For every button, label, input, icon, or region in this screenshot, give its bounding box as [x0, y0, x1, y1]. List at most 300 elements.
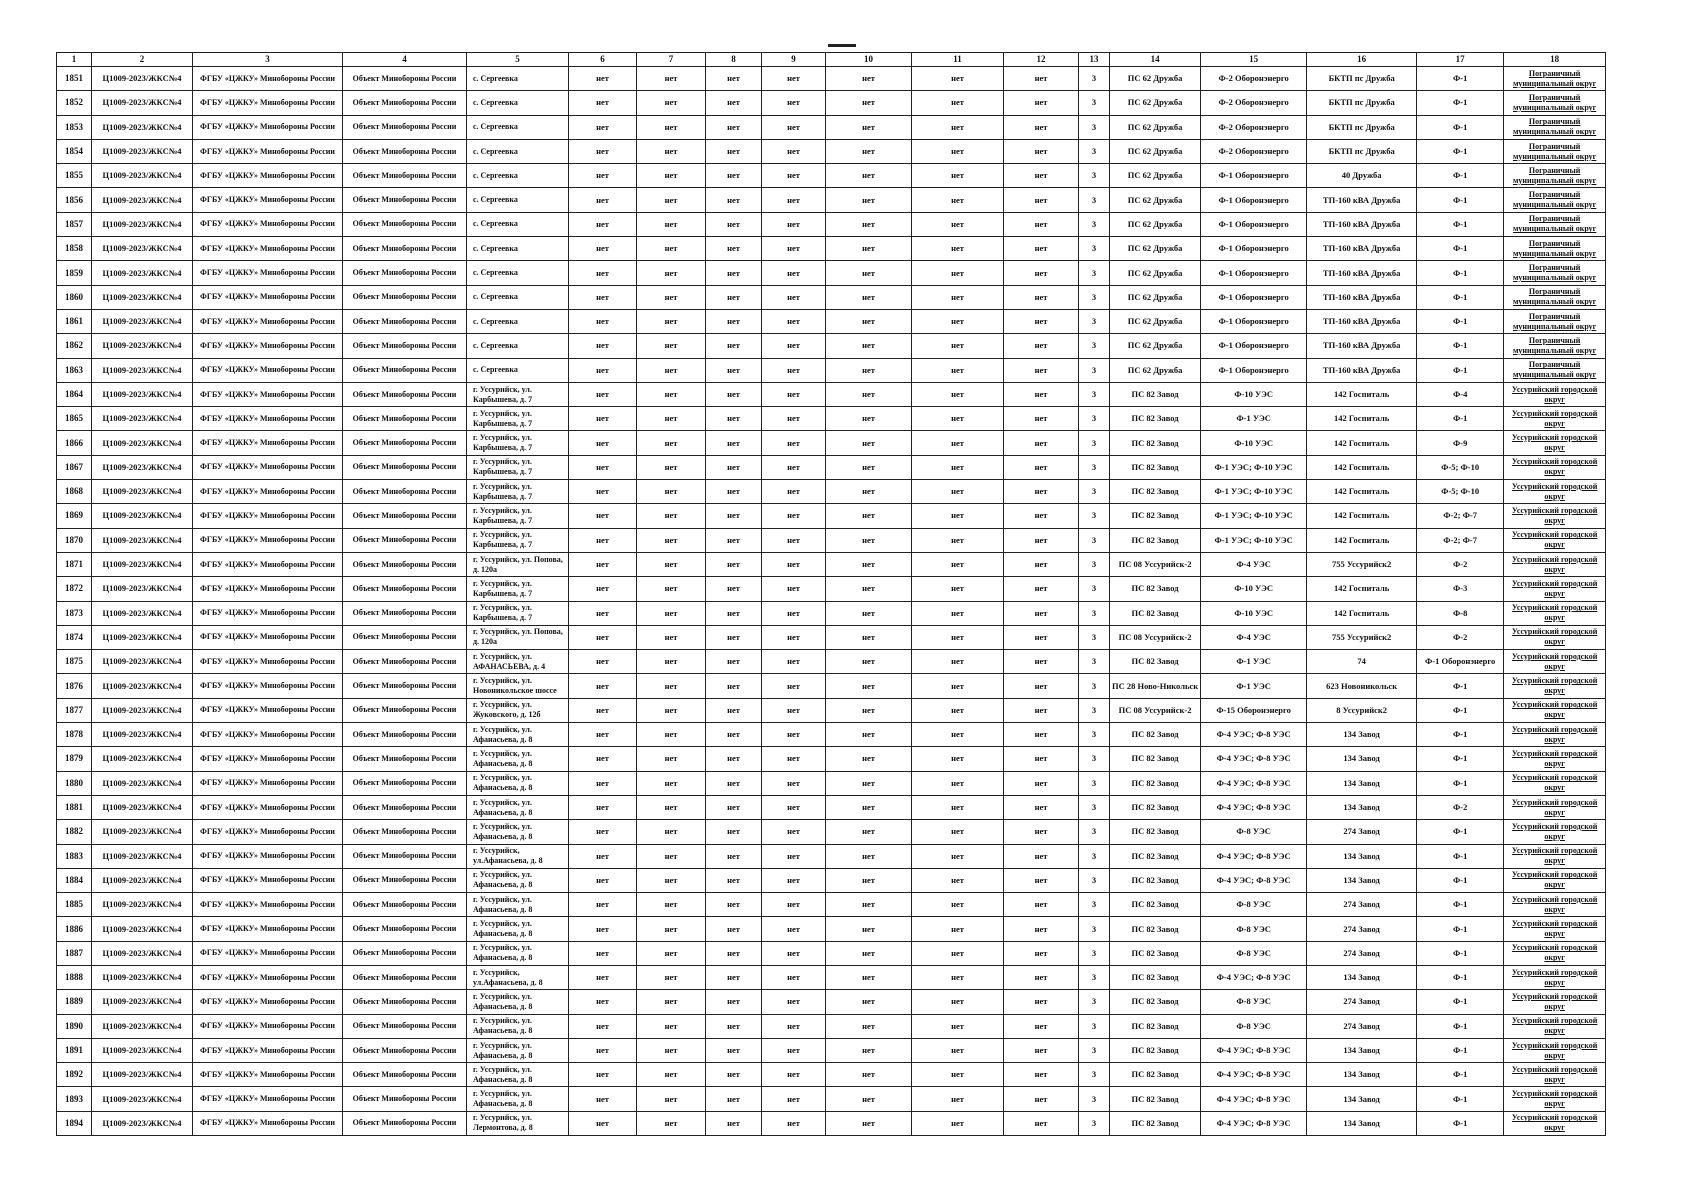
col-12-cell: нет — [1004, 431, 1079, 455]
col-6-cell: нет — [569, 698, 637, 722]
col-11-cell: нет — [912, 844, 1004, 868]
table-row — [57, 917, 1606, 941]
col-8-cell: нет — [706, 771, 762, 795]
location-cell: г. Уссурийск, ул. Карбышева, д. 7 — [467, 407, 569, 431]
substation-cell: ПС 82 Завод — [1110, 795, 1201, 819]
transformer-point-cell: ТП-160 кВА Дружба — [1307, 188, 1417, 212]
municipality-cell — [1504, 334, 1606, 358]
col-11-cell: нет — [912, 67, 1004, 91]
organization-cell: ФГБУ «ЦЖКУ» Минобороны России — [193, 917, 343, 941]
col-10-cell: нет — [826, 965, 912, 989]
table-row — [57, 723, 1606, 747]
table-row — [57, 164, 1606, 188]
object-type-cell: Объект Минобороны России — [343, 91, 467, 115]
col-6-cell: нет — [569, 941, 637, 965]
organization-cell: ФГБУ «ЦЖКУ» Минобороны России — [193, 431, 343, 455]
transformer-point-cell: 755 Уссурийск2 — [1307, 625, 1417, 649]
organization-cell: ФГБУ «ЦЖКУ» Минобороны России — [193, 237, 343, 261]
row-number-cell: 1888 — [57, 965, 92, 989]
object-type-cell: Объект Минобороны России — [343, 747, 467, 771]
municipality-text: Пограничный муниципальный округ — [1512, 287, 1597, 307]
organization-cell: ФГБУ «ЦЖКУ» Минобороны России — [193, 1111, 343, 1135]
municipality-text: Уссурийский городской округ — [1511, 651, 1598, 671]
col-10-cell: нет — [826, 115, 912, 139]
col-6-cell: нет — [569, 723, 637, 747]
row-number-cell: 1878 — [57, 723, 92, 747]
contract-number-cell: Ц1009-2023/ЖКС№4 — [92, 698, 193, 722]
object-type-cell: Объект Минобороны России — [343, 844, 467, 868]
contract-number-cell: Ц1009-2023/ЖКС№4 — [92, 1111, 193, 1135]
col-12-cell: нет — [1004, 990, 1079, 1014]
col-12-cell: нет — [1004, 674, 1079, 698]
substation-cell: ПС 62 Дружба — [1110, 237, 1201, 261]
col-12-cell: нет — [1004, 1087, 1079, 1111]
col-9-cell: нет — [762, 358, 826, 382]
location-cell: г. Уссурийск, ул. Афанасьева, д. 8 — [467, 795, 569, 819]
category-cell: 3 — [1079, 455, 1110, 479]
transformer-point-cell: БКТП пс Дружба — [1307, 67, 1417, 91]
row-number-cell: 1876 — [57, 674, 92, 698]
col-11-cell: нет — [912, 868, 1004, 892]
col-11-cell: нет — [912, 91, 1004, 115]
col-8-cell: нет — [706, 504, 762, 528]
col-6-cell: нет — [569, 212, 637, 236]
object-type-cell: Объект Минобороны России — [343, 723, 467, 747]
table-row — [57, 601, 1606, 625]
municipality-cell — [1504, 1014, 1606, 1038]
col-12-cell: нет — [1004, 407, 1079, 431]
transformer-point-cell: ТП-160 кВА Дружба — [1307, 309, 1417, 333]
contract-number-cell: Ц1009-2023/ЖКС№4 — [92, 577, 193, 601]
location-cell: г. Уссурийск, ул. Карбышева, д. 7 — [467, 577, 569, 601]
municipality-text: Уссурийский городской округ — [1511, 919, 1598, 939]
municipality-cell — [1504, 1038, 1606, 1062]
table-row — [57, 650, 1606, 674]
object-type-cell: Объект Минобороны России — [343, 795, 467, 819]
col-8-cell: нет — [706, 1063, 762, 1087]
col-9-cell: нет — [762, 698, 826, 722]
object-type-cell: Объект Минобороны России — [343, 577, 467, 601]
location-cell: с. Сергеевка — [467, 237, 569, 261]
line-feeder-cell: Ф-1 — [1417, 674, 1504, 698]
col-12-cell: нет — [1004, 893, 1079, 917]
organization-cell: ФГБУ «ЦЖКУ» Минобороны России — [193, 285, 343, 309]
column-header: 12 — [1004, 53, 1079, 67]
substation-cell: ПС 62 Дружба — [1110, 334, 1201, 358]
col-11-cell: нет — [912, 237, 1004, 261]
col-12-cell: нет — [1004, 261, 1079, 285]
substation-cell: ПС 62 Дружба — [1110, 309, 1201, 333]
col-6-cell: нет — [569, 820, 637, 844]
row-number-cell: 1858 — [57, 237, 92, 261]
col-11-cell: нет — [912, 820, 1004, 844]
col-10-cell: нет — [826, 990, 912, 1014]
transformer-point-cell: 134 Завод — [1307, 1087, 1417, 1111]
row-number-cell: 1866 — [57, 431, 92, 455]
object-type-cell: Объект Минобороны России — [343, 893, 467, 917]
col-10-cell: нет — [826, 1014, 912, 1038]
feeder-cell: Ф-4 УЭС; Ф-8 УЭС — [1201, 795, 1307, 819]
col-6-cell: нет — [569, 91, 637, 115]
transformer-point-cell: 274 Завод — [1307, 820, 1417, 844]
col-9-cell: нет — [762, 212, 826, 236]
municipality-text: Уссурийский городской округ — [1511, 748, 1598, 768]
table-row — [57, 552, 1606, 576]
table-row — [57, 674, 1606, 698]
col-9-cell: нет — [762, 625, 826, 649]
col-7-cell: нет — [637, 723, 706, 747]
col-10-cell: нет — [826, 261, 912, 285]
col-8-cell: нет — [706, 237, 762, 261]
col-12-cell: нет — [1004, 237, 1079, 261]
col-9-cell: нет — [762, 552, 826, 576]
contract-number-cell: Ц1009-2023/ЖКС№4 — [92, 1087, 193, 1111]
municipality-cell — [1504, 747, 1606, 771]
col-9-cell: нет — [762, 674, 826, 698]
location-cell: г. Уссурийск, ул. Карбышева, д. 7 — [467, 382, 569, 406]
col-12-cell: нет — [1004, 1038, 1079, 1062]
category-cell: 3 — [1079, 1111, 1110, 1135]
category-cell: 3 — [1079, 795, 1110, 819]
transformer-point-cell: 134 Завод — [1307, 965, 1417, 989]
feeder-cell: Ф-2 Оборонэнерго — [1201, 91, 1307, 115]
col-7-cell: нет — [637, 1014, 706, 1038]
substation-cell: ПС 82 Завод — [1110, 431, 1201, 455]
col-12-cell: нет — [1004, 601, 1079, 625]
col-6-cell: нет — [569, 625, 637, 649]
substation-cell: ПС 62 Дружба — [1110, 358, 1201, 382]
col-6-cell: нет — [569, 893, 637, 917]
municipality-cell — [1504, 115, 1606, 139]
row-number-cell: 1872 — [57, 577, 92, 601]
category-cell: 3 — [1079, 407, 1110, 431]
line-feeder-cell: Ф-1 — [1417, 1063, 1504, 1087]
col-9-cell: нет — [762, 528, 826, 552]
col-9-cell: нет — [762, 455, 826, 479]
municipality-text: Уссурийский городской округ — [1511, 603, 1598, 623]
col-12-cell: нет — [1004, 480, 1079, 504]
substation-cell: ПС 62 Дружба — [1110, 67, 1201, 91]
substation-cell: ПС 08 Уссурийск-2 — [1110, 625, 1201, 649]
col-12-cell: нет — [1004, 917, 1079, 941]
substation-cell: ПС 62 Дружба — [1110, 115, 1201, 139]
category-cell: 3 — [1079, 965, 1110, 989]
feeder-cell: Ф-1 Оборонэнерго — [1201, 164, 1307, 188]
object-type-cell: Объект Минобороны России — [343, 139, 467, 163]
municipality-text: Уссурийский городской округ — [1511, 1089, 1598, 1109]
object-type-cell: Объект Минобороны России — [343, 965, 467, 989]
col-8-cell: нет — [706, 1111, 762, 1135]
column-header: 9 — [762, 53, 826, 67]
object-type-cell: Объект Минобороны России — [343, 455, 467, 479]
row-number-cell: 1892 — [57, 1063, 92, 1087]
col-12-cell: нет — [1004, 868, 1079, 892]
row-number-cell: 1870 — [57, 528, 92, 552]
column-header: 6 — [569, 53, 637, 67]
col-11-cell: нет — [912, 771, 1004, 795]
category-cell: 3 — [1079, 212, 1110, 236]
object-type-cell: Объект Минобороны России — [343, 674, 467, 698]
municipality-cell — [1504, 723, 1606, 747]
location-cell: г. Уссурийск, ул. Афанасьева, д. 8 — [467, 868, 569, 892]
col-8-cell: нет — [706, 990, 762, 1014]
col-6-cell: нет — [569, 139, 637, 163]
location-cell: г. Уссурийск, ул. Афанасьева, д. 8 — [467, 1063, 569, 1087]
line-feeder-cell: Ф-1 — [1417, 334, 1504, 358]
location-cell: г. Уссурийск, ул.Афанасьева, д. 8 — [467, 965, 569, 989]
contract-number-cell: Ц1009-2023/ЖКС№4 — [92, 164, 193, 188]
category-cell: 3 — [1079, 188, 1110, 212]
col-9-cell: нет — [762, 917, 826, 941]
organization-cell: ФГБУ «ЦЖКУ» Минобороны России — [193, 212, 343, 236]
col-10-cell: нет — [826, 67, 912, 91]
col-12-cell: нет — [1004, 455, 1079, 479]
municipality-text: Пограничный муниципальный округ — [1512, 68, 1597, 88]
line-feeder-cell: Ф-1 — [1417, 965, 1504, 989]
col-11-cell: нет — [912, 1087, 1004, 1111]
table-row — [57, 528, 1606, 552]
object-type-cell: Объект Минобороны России — [343, 504, 467, 528]
col-11-cell: нет — [912, 795, 1004, 819]
table-row — [57, 431, 1606, 455]
category-cell: 3 — [1079, 237, 1110, 261]
contract-number-cell: Ц1009-2023/ЖКС№4 — [92, 674, 193, 698]
col-11-cell: нет — [912, 965, 1004, 989]
col-9-cell: нет — [762, 965, 826, 989]
municipality-cell — [1504, 212, 1606, 236]
transformer-point-cell: ТП-160 кВА Дружба — [1307, 334, 1417, 358]
substation-cell: ПС 82 Завод — [1110, 1087, 1201, 1111]
col-6-cell: нет — [569, 407, 637, 431]
col-7-cell: нет — [637, 67, 706, 91]
line-feeder-cell: Ф-1 — [1417, 139, 1504, 163]
organization-cell: ФГБУ «ЦЖКУ» Минобороны России — [193, 747, 343, 771]
location-cell: г. Уссурийск, ул. Афанасьева, д. 8 — [467, 771, 569, 795]
col-9-cell: нет — [762, 91, 826, 115]
col-8-cell: нет — [706, 844, 762, 868]
feeder-cell: Ф-4 УЭС; Ф-8 УЭС — [1201, 1111, 1307, 1135]
col-11-cell: нет — [912, 188, 1004, 212]
col-8-cell: нет — [706, 139, 762, 163]
municipality-cell — [1504, 552, 1606, 576]
col-8-cell: нет — [706, 1038, 762, 1062]
feeder-cell: Ф-2 Оборонэнерго — [1201, 139, 1307, 163]
contract-number-cell: Ц1009-2023/ЖКС№4 — [92, 139, 193, 163]
col-12-cell: нет — [1004, 747, 1079, 771]
col-10-cell: нет — [826, 1111, 912, 1135]
municipality-cell — [1504, 795, 1606, 819]
col-11-cell: нет — [912, 528, 1004, 552]
category-cell: 3 — [1079, 771, 1110, 795]
municipality-cell — [1504, 941, 1606, 965]
column-header: 8 — [706, 53, 762, 67]
col-8-cell: нет — [706, 601, 762, 625]
row-number-cell: 1854 — [57, 139, 92, 163]
feeder-cell: Ф-4 УЭС; Ф-8 УЭС — [1201, 1063, 1307, 1087]
col-9-cell: нет — [762, 285, 826, 309]
row-number-cell: 1873 — [57, 601, 92, 625]
col-7-cell: нет — [637, 91, 706, 115]
substation-cell: ПС 82 Завод — [1110, 504, 1201, 528]
municipality-cell — [1504, 990, 1606, 1014]
col-9-cell: нет — [762, 723, 826, 747]
municipality-text: Уссурийский городской округ — [1511, 870, 1598, 890]
col-6-cell: нет — [569, 528, 637, 552]
col-11-cell: нет — [912, 504, 1004, 528]
municipality-cell — [1504, 480, 1606, 504]
col-12-cell: нет — [1004, 504, 1079, 528]
col-7-cell: нет — [637, 261, 706, 285]
line-feeder-cell: Ф-5; Ф-10 — [1417, 455, 1504, 479]
table-row — [57, 1014, 1606, 1038]
column-header: 17 — [1417, 53, 1504, 67]
object-type-cell: Объект Минобороны России — [343, 188, 467, 212]
category-cell: 3 — [1079, 747, 1110, 771]
col-12-cell: нет — [1004, 1014, 1079, 1038]
col-12-cell: нет — [1004, 382, 1079, 406]
category-cell: 3 — [1079, 1038, 1110, 1062]
table-row — [57, 91, 1606, 115]
organization-cell: ФГБУ «ЦЖКУ» Минобороны России — [193, 1014, 343, 1038]
col-11-cell: нет — [912, 382, 1004, 406]
col-10-cell: нет — [826, 650, 912, 674]
municipality-cell — [1504, 237, 1606, 261]
line-feeder-cell: Ф-8 — [1417, 601, 1504, 625]
contract-number-cell: Ц1009-2023/ЖКС№4 — [92, 212, 193, 236]
feeder-cell: Ф-1 Оборонэнерго — [1201, 188, 1307, 212]
substation-cell: ПС 82 Завод — [1110, 990, 1201, 1014]
location-cell: г. Уссурийск, ул. Афанасьева, д. 8 — [467, 1038, 569, 1062]
col-7-cell: нет — [637, 747, 706, 771]
object-type-cell: Объект Минобороны России — [343, 1087, 467, 1111]
category-cell: 3 — [1079, 358, 1110, 382]
row-number-cell: 1851 — [57, 67, 92, 91]
municipality-text: Уссурийский городской округ — [1511, 894, 1598, 914]
contract-number-cell: Ц1009-2023/ЖКС№4 — [92, 917, 193, 941]
feeder-cell: Ф-1 УЭС; Ф-10 УЭС — [1201, 504, 1307, 528]
category-cell: 3 — [1079, 723, 1110, 747]
municipality-text: Уссурийский городской округ — [1511, 505, 1598, 525]
col-7-cell: нет — [637, 382, 706, 406]
transformer-point-cell: 74 — [1307, 650, 1417, 674]
location-cell: г. Уссурийск, ул. Афанасьева, д. 8 — [467, 723, 569, 747]
category-cell: 3 — [1079, 504, 1110, 528]
organization-cell: ФГБУ «ЦЖКУ» Минобороны России — [193, 844, 343, 868]
feeder-cell: Ф-1 УЭС — [1201, 650, 1307, 674]
row-number-cell: 1883 — [57, 844, 92, 868]
col-7-cell: нет — [637, 309, 706, 333]
feeder-cell: Ф-1 Оборонэнерго — [1201, 334, 1307, 358]
col-7-cell: нет — [637, 820, 706, 844]
category-cell: 3 — [1079, 67, 1110, 91]
municipality-cell — [1504, 285, 1606, 309]
feeder-cell: Ф-10 УЭС — [1201, 431, 1307, 455]
col-12-cell: нет — [1004, 528, 1079, 552]
line-feeder-cell: Ф-1 Оборонэнерго — [1417, 650, 1504, 674]
row-number-cell: 1856 — [57, 188, 92, 212]
feeder-cell: Ф-10 УЭС — [1201, 601, 1307, 625]
col-12-cell: нет — [1004, 1111, 1079, 1135]
contract-number-cell: Ц1009-2023/ЖКС№4 — [92, 1038, 193, 1062]
category-cell: 3 — [1079, 650, 1110, 674]
organization-cell: ФГБУ «ЦЖКУ» Минобороны России — [193, 893, 343, 917]
municipality-text: Уссурийский городской округ — [1511, 433, 1598, 453]
row-number-cell: 1890 — [57, 1014, 92, 1038]
col-12-cell: нет — [1004, 285, 1079, 309]
municipality-cell — [1504, 601, 1606, 625]
organization-cell: ФГБУ «ЦЖКУ» Минобороны России — [193, 261, 343, 285]
contract-number-cell: Ц1009-2023/ЖКС№4 — [92, 601, 193, 625]
col-6-cell: нет — [569, 1111, 637, 1135]
row-number-cell: 1869 — [57, 504, 92, 528]
feeder-cell: Ф-1 УЭС; Ф-10 УЭС — [1201, 528, 1307, 552]
col-8-cell: нет — [706, 723, 762, 747]
municipality-text: Уссурийский городской округ — [1511, 481, 1598, 501]
col-8-cell: нет — [706, 674, 762, 698]
col-6-cell: нет — [569, 577, 637, 601]
contract-number-cell: Ц1009-2023/ЖКС№4 — [92, 990, 193, 1014]
col-7-cell: нет — [637, 771, 706, 795]
line-feeder-cell: Ф-2 — [1417, 625, 1504, 649]
municipality-text: Уссурийский городской округ — [1511, 1113, 1598, 1133]
location-cell: с. Сергеевка — [467, 164, 569, 188]
organization-cell: ФГБУ «ЦЖКУ» Минобороны России — [193, 67, 343, 91]
location-cell: г. Уссурийск, ул. Карбышева, д. 7 — [467, 601, 569, 625]
category-cell: 3 — [1079, 820, 1110, 844]
location-cell: г. Уссурийск, ул.Афанасьева, д. 8 — [467, 844, 569, 868]
substation-cell: ПС 62 Дружба — [1110, 91, 1201, 115]
location-cell: г. Уссурийск, ул. Афанасьева, д. 8 — [467, 941, 569, 965]
municipality-text: Уссурийский городской округ — [1511, 627, 1598, 647]
organization-cell: ФГБУ «ЦЖКУ» Минобороны России — [193, 1038, 343, 1062]
feeder-cell: Ф-4 УЭС; Ф-8 УЭС — [1201, 723, 1307, 747]
table-row — [57, 309, 1606, 333]
object-type-cell: Объект Минобороны России — [343, 1063, 467, 1087]
contract-number-cell: Ц1009-2023/ЖКС№4 — [92, 868, 193, 892]
municipality-text: Пограничный муниципальный округ — [1512, 92, 1597, 112]
col-10-cell: нет — [826, 1087, 912, 1111]
contract-number-cell: Ц1009-2023/ЖКС№4 — [92, 237, 193, 261]
col-7-cell: нет — [637, 698, 706, 722]
col-6-cell: нет — [569, 164, 637, 188]
location-cell: с. Сергеевка — [467, 139, 569, 163]
location-cell: г. Уссурийск, ул. Карбышева, д. 7 — [467, 431, 569, 455]
col-11-cell: нет — [912, 577, 1004, 601]
col-12-cell: нет — [1004, 820, 1079, 844]
substation-cell: ПС 82 Завод — [1110, 455, 1201, 479]
object-type-cell: Объект Минобороны России — [343, 552, 467, 576]
column-header: 13 — [1079, 53, 1110, 67]
location-cell: г. Уссурийск, ул. АФАНАСЬЕВА, д. 4 — [467, 650, 569, 674]
municipality-cell — [1504, 893, 1606, 917]
col-7-cell: нет — [637, 965, 706, 989]
line-feeder-cell: Ф-5; Ф-10 — [1417, 480, 1504, 504]
col-10-cell: нет — [826, 212, 912, 236]
organization-cell: ФГБУ «ЦЖКУ» Минобороны России — [193, 504, 343, 528]
substation-cell: ПС 82 Завод — [1110, 480, 1201, 504]
col-9-cell: нет — [762, 1087, 826, 1111]
row-number-cell: 1864 — [57, 382, 92, 406]
col-6-cell: нет — [569, 771, 637, 795]
line-feeder-cell: Ф-1 — [1417, 407, 1504, 431]
row-number-cell: 1881 — [57, 795, 92, 819]
contract-number-cell: Ц1009-2023/ЖКС№4 — [92, 820, 193, 844]
table-row — [57, 285, 1606, 309]
registry-table — [56, 52, 1606, 1136]
transformer-point-cell: 274 Завод — [1307, 1014, 1417, 1038]
col-6-cell: нет — [569, 309, 637, 333]
feeder-cell: Ф-1 Оборонэнерго — [1201, 309, 1307, 333]
